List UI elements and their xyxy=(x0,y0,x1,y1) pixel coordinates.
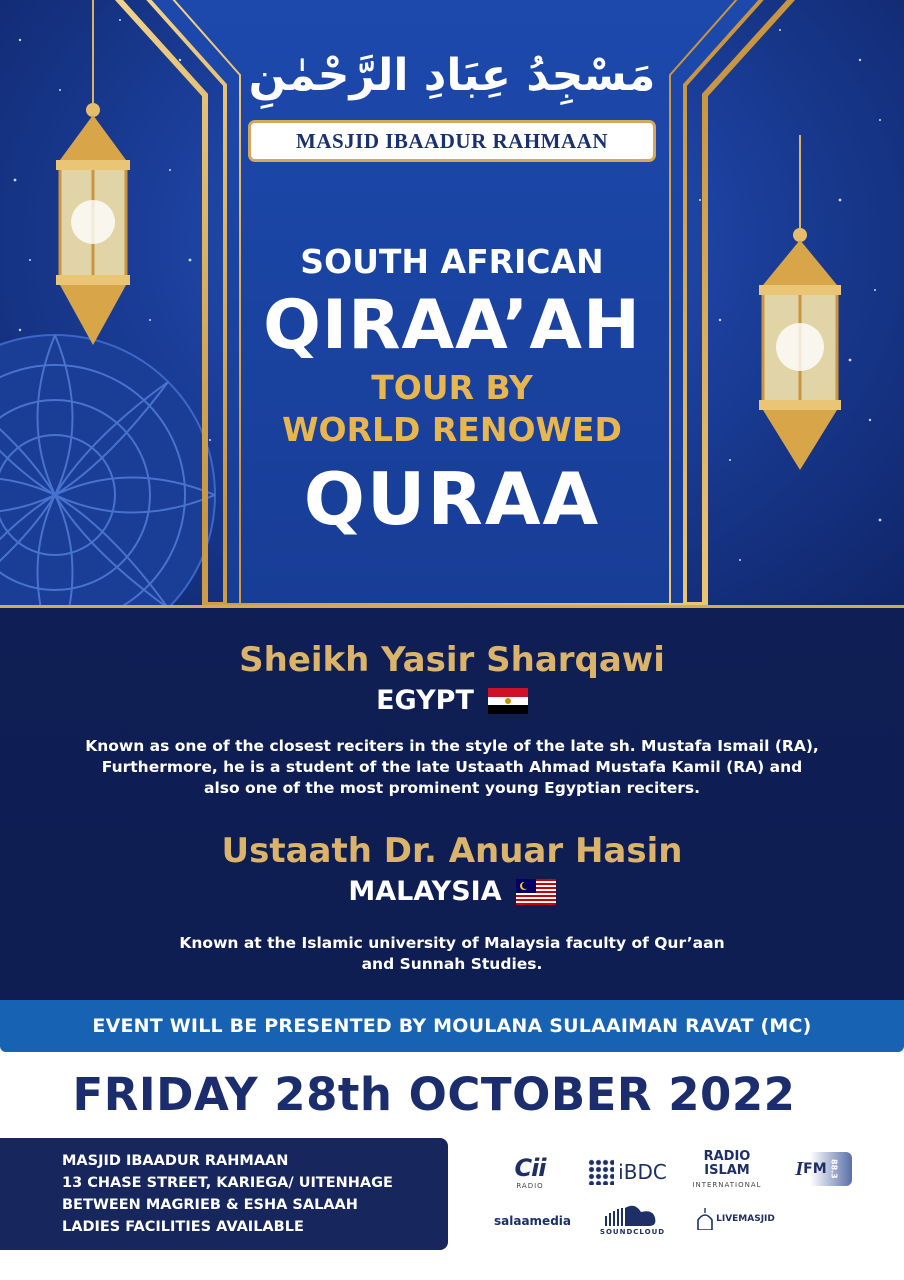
headline-line5: QURAA xyxy=(303,457,601,541)
reciter2-desc-line: and Sunnah Studies. xyxy=(361,955,543,973)
reciter1-desc-line: Furthermore, he is a student of the late Ustaath Ahmad Mustafa Kamil (RA) and xyxy=(101,758,803,776)
soundcloud-icon xyxy=(603,1204,663,1228)
livemasjid-text: LIVEMASJID xyxy=(716,1214,775,1224)
reciter2-country: MALAYSIA xyxy=(348,876,502,907)
lantern-right-icon xyxy=(745,135,855,475)
ibdc-logo xyxy=(580,1152,675,1192)
reciters-section xyxy=(0,605,904,1000)
radio-islam-text1: RADIO xyxy=(703,1149,751,1164)
venue-line: MASJID IBAADUR RAHMAAN xyxy=(62,1153,289,1169)
ibdc-pattern-icon xyxy=(588,1159,614,1185)
reciter2-description xyxy=(40,933,864,975)
cii-radio-logo xyxy=(495,1152,565,1192)
masjid-name-box: MASJID IBAADUR RAHMAAN xyxy=(248,120,656,162)
reciter1-country-row xyxy=(0,685,904,716)
ifm-freq: 88.3 xyxy=(829,1159,839,1179)
egypt-flag-icon xyxy=(488,688,528,714)
reciter2-country-row xyxy=(0,876,904,907)
livemasjid-dome-icon xyxy=(696,1208,714,1230)
reciter2-desc-line: Known at the Islamic university of Malaysia faculty of Qur’aan xyxy=(179,934,725,952)
livemasjid-logo xyxy=(688,1204,783,1234)
reciter1-desc-line: Known as one of the closest reciters in the style of the late sh. Mustafa Ismail (RA), xyxy=(85,737,819,755)
hero-banner xyxy=(0,0,904,605)
soundcloud-text: SOUNDCLOUD xyxy=(599,1228,666,1236)
reciter1-desc-line: also one of the most prominent young Egyptian reciters. xyxy=(204,779,700,797)
radio-islam-text2: ISLAM xyxy=(704,1163,750,1178)
headline-line3: TOUR BY xyxy=(371,368,533,407)
headline-line2: QIRAA’AH xyxy=(263,286,641,365)
cii-logo-text: Cii xyxy=(514,1154,546,1182)
soundcloud-logo xyxy=(595,1200,670,1240)
headline-line4: WORLD RENOWED xyxy=(282,410,622,449)
radio-islam-sub: INTERNATIONAL xyxy=(692,1181,762,1189)
venue-line: LADIES FACILITIES AVAILABLE xyxy=(62,1219,304,1235)
reciter1-name: Sheikh Yasir Sharqawi xyxy=(239,640,665,680)
partner-logos xyxy=(470,1140,890,1250)
headline-line1: SOUTH AFRICAN xyxy=(300,242,604,281)
malaysia-flag-icon xyxy=(516,879,556,905)
salaamedia-logo xyxy=(490,1208,575,1234)
venue-line: 13 CHASE STREET, KARIEGA/ UITENHAGE xyxy=(62,1175,393,1191)
gold-divider xyxy=(0,605,904,608)
lantern-left-icon xyxy=(38,0,148,350)
ifm-logo xyxy=(782,1152,852,1186)
event-date: FRIDAY 28th OCTOBER 2022 xyxy=(72,1068,796,1121)
reciter2-name: Ustaath Dr. Anuar Hasin xyxy=(221,831,683,871)
ifm-logo-text: FM xyxy=(803,1161,827,1177)
ibdc-logo-text: iBDC xyxy=(618,1160,667,1184)
venue-box xyxy=(0,1138,448,1250)
radio-islam-logo xyxy=(692,1146,762,1196)
ifm-logo-i: I xyxy=(795,1157,804,1180)
salaamedia-text: salaamedia xyxy=(494,1214,571,1228)
mc-banner: EVENT WILL BE PRESENTED BY MOULANA SULAAIMAN RAVAT (MC) xyxy=(0,1000,904,1052)
cii-logo-sub: RADIO xyxy=(516,1182,544,1190)
arabic-masjid-title: مَسْجِدُ عِبَادِ الرَّحْمٰنِ xyxy=(248,50,656,101)
venue-line: BETWEEN MAGRIEB & ESHA SALAAH xyxy=(62,1197,358,1213)
reciter1-description xyxy=(40,736,864,799)
reciter1-country: EGYPT xyxy=(376,685,474,716)
